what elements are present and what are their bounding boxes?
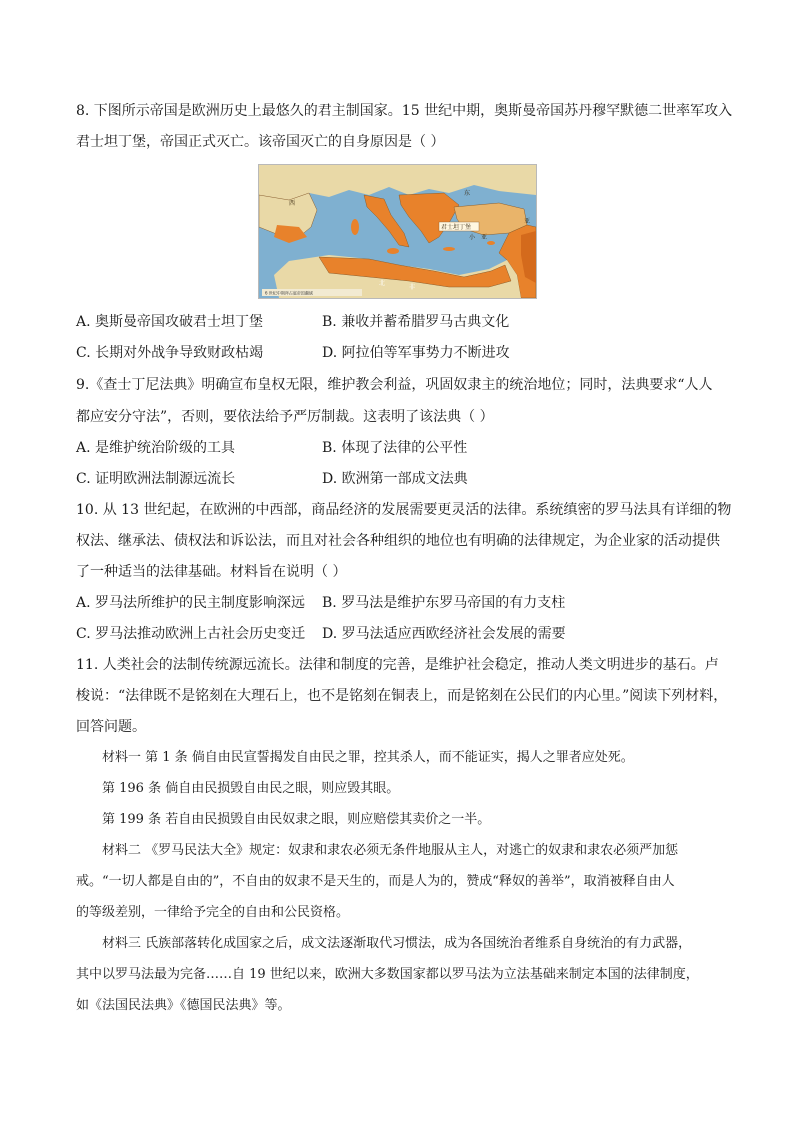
material-2-line1: 材料二 《罗马民法大全》规定：奴隶和隶农必须无条件地服从主人，对逃亡的奴隶和隶农必须严加惩 [102,843,679,858]
byzantine-map-image [258,164,537,299]
q10-option-b: B. 罗马法是维护东罗马帝国的有力支柱 [322,595,566,611]
material-2-line2: 戒。“一切人都是自由的”，不自由的奴隶不是天生的，而是人为的，赞成“释奴的善举”，取消被释自由人 [76,874,675,889]
q9-option-d: D. 欧洲第一部成文法典 [322,471,468,487]
material-2-line3: 的等级差别，一律给予完全的自由和公民资格。 [76,905,350,920]
material-1-article-196: 第 196 条 倘自由民损毁自由民之眼，则应毁其眼。 [102,781,400,796]
q11-stem-line3: 回答问题。 [76,719,146,735]
q8-stem-line1: 8. 下图所示帝国是欧洲历史上最悠久的君主制国家。15 世纪中期，奥斯曼帝国苏丹穆罕默德二世率军攻入 [76,103,733,119]
q8-option-c: C. 长期对外战争导致财政枯竭 [76,345,264,361]
q9-stem-line1: 9.《查士丁尼法典》明确宣布皇权无限，维护教会利益，巩固奴隶主的统治地位；同时，法典要求“人人 [76,377,713,393]
q11-stem-line2: 梭说：“法律既不是铭刻在大理石上，也不是铭刻在铜表上，而是铭刻在公民们的内心里。”阅读下列材料， [76,688,728,704]
q10-option-c: C. 罗马法推动欧洲上古社会历史变迁 [76,626,306,642]
q10-stem-line1: 10. 从 13 世纪起，在欧洲的中西部，商品经济的发展需要更灵活的法律。系统缜密的罗马法具有详细的物 [76,502,732,518]
q10-option-a: A. 罗马法所维护的民主制度影响深远 [76,595,306,611]
q10-option-d: D. 罗马法适应西欧经济社会发展的需要 [322,626,566,642]
map-label-1: 西 [289,200,296,207]
q8-stem-line2: 君士坦丁堡，帝国正式灭亡。该帝国灭亡的自身原因是（ ） [76,134,445,150]
q9-option-a: A. 是维护统治阶级的工具 [76,440,236,456]
material-1-article-199: 第 199 条 若自由民损毁自由民奴隶之眼，则应赔偿其卖价之一半。 [102,812,491,827]
material-3-line3: 如《法国民法典》《德国民法典》等。 [76,998,291,1013]
q9-option-c: C. 证明欧洲法制源远流长 [76,471,236,487]
q9-option-b: B. 体现了法律的公平性 [322,440,468,456]
q10-stem-line2: 权法、继承法、债权法和诉讼法，而且对社会各种组织的地位也有明确的法律规定，为企业家的活动提供 [76,533,720,549]
map-island-sardinia [351,219,359,235]
q8-option-a: A. 奥斯曼帝国攻破君士坦丁堡 [76,314,264,330]
q8-option-d: D. 阿拉伯等军事势力不断进攻 [322,345,510,361]
map-island-sicily [387,248,399,254]
q10-stem-line3: 了一种适当的法律基础。材料旨在说明（ ） [76,564,347,580]
material-3-line2: 其中以罗马法最为完备……自 19 世纪以来，欧洲大多数国家都以罗马法为立法基础来制定本国的法律制度， [76,967,699,982]
map-graphic [259,165,536,298]
map-label-capital: 君士坦丁堡 [441,224,472,231]
q11-stem-line1: 11. 人类社会的法制传统源远流长。法律和制度的完善，是维护社会稳定，推动人类文明进步的基石。卢 [76,657,719,673]
map-label-5: 小 [469,234,476,241]
map-label-8: 非 [409,284,416,291]
map-label-2: 东 [464,190,471,197]
map-label-6: 亚 [481,234,488,241]
map-caption: 6 世纪中期拜占庭帝国疆域 [265,290,313,296]
map-island-crete [443,247,455,251]
material-3-line1: 材料三 氏族部落转化成国家之后，成文法逐渐取代习惯法，成为各国统治者维系自身统治的有力武器， [102,936,692,951]
q8-option-b: B. 兼收并蓄希腊罗马古典文化 [322,314,510,330]
map-label-4: 亚 [524,218,531,225]
q9-stem-line2: 都应安分守法”，否则，要依法给予严厉制裁。这表明了该法典（ ） [76,409,494,425]
map-label-7: 北 [379,280,386,287]
material-1-article-1: 材料一 第 1 条 倘自由民宣誓揭发自由民之罪，控其杀人，而不能证实，揭人之罪者应处死。 [102,750,634,765]
map-island-cyprus [487,241,495,245]
